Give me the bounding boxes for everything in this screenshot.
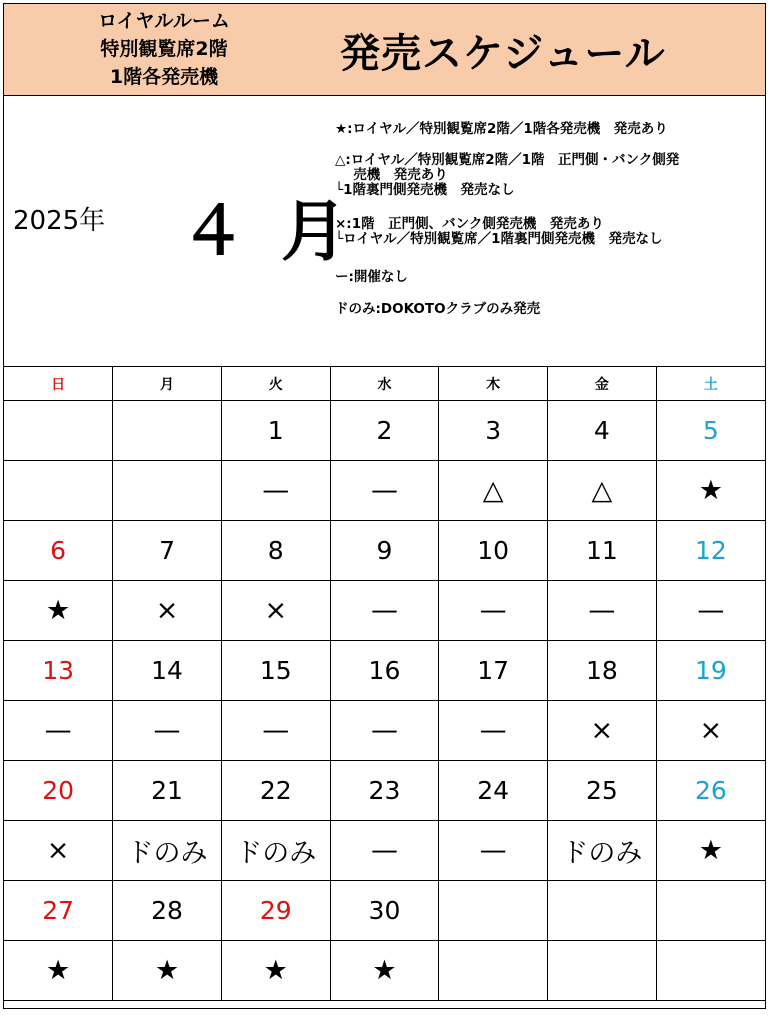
status-cell: — bbox=[439, 581, 548, 641]
status-cell: — bbox=[656, 581, 765, 641]
date-cell: 18 bbox=[548, 641, 657, 701]
header-venue-lines bbox=[64, 7, 264, 91]
weekday-header: 火 bbox=[221, 367, 330, 401]
legend-item-text: ×:1階 正門側、バンク側発売機 発売あり bbox=[335, 216, 604, 232]
legend-item-text: ★:ロイヤル／特別観覧席2階／1階各発売機 発売あり bbox=[335, 121, 668, 137]
date-cell: 24 bbox=[439, 761, 548, 821]
month-label: ４ 月 bbox=[180, 193, 353, 270]
status-cell bbox=[113, 461, 222, 521]
status-cell: ドのみ bbox=[221, 821, 330, 881]
date-cell: 6 bbox=[4, 521, 113, 581]
date-cell: 23 bbox=[330, 761, 439, 821]
status-row bbox=[4, 581, 765, 641]
calendar-table bbox=[4, 366, 765, 1001]
date-cell: 27 bbox=[4, 881, 113, 941]
weekday-header: 水 bbox=[330, 367, 439, 401]
status-cell: — bbox=[548, 581, 657, 641]
legend-item-subtext: └ロイヤル／特別観覧席／1階裏門側発売機 発売なし bbox=[335, 231, 663, 247]
date-cell: 26 bbox=[656, 761, 765, 821]
date-cell: 11 bbox=[548, 521, 657, 581]
header-venue-line: 特別観覧席2階 bbox=[100, 38, 228, 60]
date-row bbox=[4, 881, 765, 941]
status-cell: ★ bbox=[330, 941, 439, 1001]
weekday-header: 土 bbox=[656, 367, 765, 401]
status-cell: — bbox=[221, 701, 330, 761]
status-cell: ★ bbox=[4, 581, 113, 641]
header-venue-line: 1階各発売機 bbox=[109, 66, 219, 88]
status-cell: — bbox=[4, 701, 113, 761]
status-cell: ★ bbox=[221, 941, 330, 1001]
year-label: 2025年 bbox=[13, 206, 106, 236]
date-cell: 16 bbox=[330, 641, 439, 701]
status-cell: × bbox=[113, 581, 222, 641]
legend-item bbox=[335, 217, 662, 247]
status-cell: △ bbox=[439, 461, 548, 521]
date-cell: 29 bbox=[221, 881, 330, 941]
status-cell: ★ bbox=[4, 941, 113, 1001]
date-cell: 19 bbox=[656, 641, 765, 701]
weekday-header: 月 bbox=[113, 367, 222, 401]
legend-item-text: ー:開催なし bbox=[335, 269, 408, 285]
status-cell bbox=[439, 941, 548, 1001]
date-row bbox=[4, 761, 765, 821]
status-cell: × bbox=[4, 821, 113, 881]
status-cell: × bbox=[656, 701, 765, 761]
date-cell: 22 bbox=[221, 761, 330, 821]
legend-item bbox=[335, 122, 668, 137]
status-cell: — bbox=[330, 581, 439, 641]
date-cell: 28 bbox=[113, 881, 222, 941]
date-cell: 7 bbox=[113, 521, 222, 581]
status-cell: ドのみ bbox=[548, 821, 657, 881]
date-cell: 25 bbox=[548, 761, 657, 821]
status-cell bbox=[548, 941, 657, 1001]
status-row bbox=[4, 701, 765, 761]
date-cell: 30 bbox=[330, 881, 439, 941]
legend-item bbox=[335, 302, 540, 317]
legend-item-subtext: └1階裏門側発売機 発売なし bbox=[335, 182, 515, 198]
status-row bbox=[4, 461, 765, 521]
date-row bbox=[4, 521, 765, 581]
date-cell bbox=[548, 881, 657, 941]
date-cell: 15 bbox=[221, 641, 330, 701]
status-cell: — bbox=[221, 461, 330, 521]
date-cell bbox=[113, 401, 222, 461]
weekday-header: 木 bbox=[439, 367, 548, 401]
schedule-sheet bbox=[3, 3, 766, 1009]
header-banner bbox=[4, 4, 765, 96]
status-cell: ★ bbox=[113, 941, 222, 1001]
date-cell: 13 bbox=[4, 641, 113, 701]
page-title: 発売スケジュール bbox=[340, 31, 666, 77]
date-cell bbox=[656, 881, 765, 941]
date-cell: 4 bbox=[548, 401, 657, 461]
weekday-header: 金 bbox=[548, 367, 657, 401]
date-cell: 20 bbox=[4, 761, 113, 821]
status-cell: — bbox=[330, 461, 439, 521]
date-cell: 12 bbox=[656, 521, 765, 581]
weekday-header-row bbox=[4, 367, 765, 401]
status-row bbox=[4, 821, 765, 881]
status-cell: — bbox=[439, 701, 548, 761]
date-cell: 3 bbox=[439, 401, 548, 461]
date-cell: 8 bbox=[221, 521, 330, 581]
legend-item bbox=[335, 153, 679, 198]
status-cell: — bbox=[439, 821, 548, 881]
legend-item-subtext: 売機 発売あり bbox=[335, 167, 448, 183]
status-cell: ★ bbox=[656, 821, 765, 881]
legend-item-text: ドのみ:DOKOTOクラブのみ発売 bbox=[335, 301, 541, 317]
date-cell: 14 bbox=[113, 641, 222, 701]
status-cell: — bbox=[113, 701, 222, 761]
header-venue-line: ロイヤルルーム bbox=[98, 10, 230, 32]
date-cell: 2 bbox=[330, 401, 439, 461]
status-cell: — bbox=[330, 701, 439, 761]
date-cell: 17 bbox=[439, 641, 548, 701]
date-row bbox=[4, 641, 765, 701]
date-cell bbox=[439, 881, 548, 941]
status-cell bbox=[656, 941, 765, 1001]
date-row bbox=[4, 401, 765, 461]
status-cell: × bbox=[221, 581, 330, 641]
status-cell: ドのみ bbox=[113, 821, 222, 881]
date-cell: 21 bbox=[113, 761, 222, 821]
legend-item bbox=[335, 270, 408, 285]
status-row bbox=[4, 941, 765, 1001]
legend-item-text: △:ロイヤル／特別観覧席2階／1階 正門側・バンク側発 bbox=[335, 152, 680, 168]
status-cell: ★ bbox=[656, 461, 765, 521]
date-cell: 1 bbox=[221, 401, 330, 461]
weekday-header: 日 bbox=[4, 367, 113, 401]
date-cell: 5 bbox=[656, 401, 765, 461]
date-cell: 10 bbox=[439, 521, 548, 581]
date-cell: 9 bbox=[330, 521, 439, 581]
date-cell bbox=[4, 401, 113, 461]
info-section bbox=[4, 96, 765, 366]
status-cell: — bbox=[330, 821, 439, 881]
status-cell: × bbox=[548, 701, 657, 761]
status-cell: △ bbox=[548, 461, 657, 521]
status-cell bbox=[4, 461, 113, 521]
